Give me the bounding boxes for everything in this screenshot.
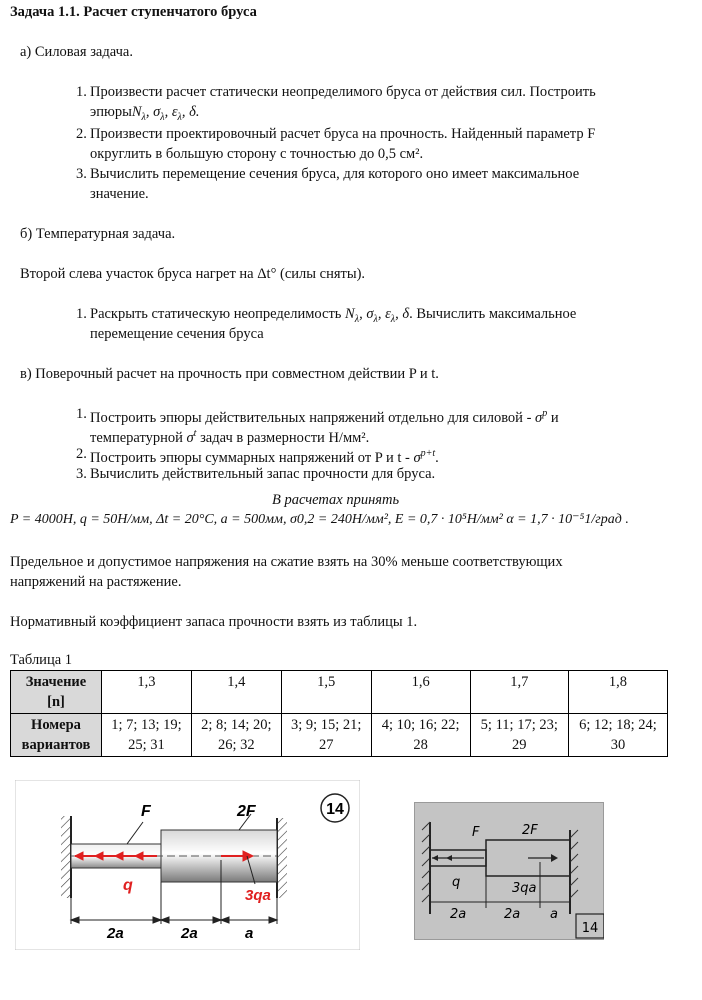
list-number: 2.	[76, 446, 87, 462]
header-line: вариантов	[21, 737, 91, 753]
list-item-text: и	[550, 409, 559, 426]
list-item-line: значение.	[90, 186, 149, 202]
table-cell: 1,8	[568, 671, 667, 714]
paragraph-compression: Предельное и допустимое напряжения на сжатие взять на 30% меньше соответствующих	[10, 554, 563, 570]
cell-line: 29	[512, 737, 527, 753]
table-cell	[568, 714, 667, 757]
list-number: 2.	[76, 126, 87, 142]
right-wall-hatch	[277, 818, 287, 898]
list-item: Вычислить перемещение сечения бруса, для которого оно имеет максимальное	[90, 166, 580, 182]
safety-factor-table	[10, 670, 668, 757]
sigma-t: $\sigma^t$	[186, 428, 197, 446]
table-header-cell	[11, 671, 102, 714]
sketch-label-3qa: 3qa	[512, 881, 537, 896]
table-cell	[191, 714, 281, 757]
cell-line: 28	[413, 737, 428, 753]
table-cell: 1,3	[102, 671, 192, 714]
table-cell: 1,6	[371, 671, 470, 714]
table-cell	[470, 714, 568, 757]
cell-line: 2; 8; 14; 20;	[201, 717, 272, 733]
table-cell	[371, 714, 470, 757]
list-item-text: .	[435, 449, 439, 466]
sketch-dim-2a-1: 2a	[450, 907, 467, 922]
table-caption: Таблица 1	[10, 652, 73, 668]
section-a-heading: а) Силовая задача.	[20, 44, 133, 60]
list-item-line: перемещение сечения бруса	[90, 326, 264, 342]
list-item-text: Раскрыть статическую неопределимость	[90, 306, 342, 322]
given-heading: В расчетах принять	[272, 492, 400, 508]
stepped-bar-diagram	[15, 780, 360, 950]
table-cell: 1,4	[191, 671, 281, 714]
sketch-variant: 14	[581, 921, 599, 936]
table-row	[11, 671, 668, 714]
list-item: Произвести расчет статически неопределимого бруса от действия сил. Построить	[90, 84, 596, 100]
cell-line: 4; 10; 16; 22;	[381, 717, 460, 733]
cell-line: 1; 7; 13; 19;	[111, 717, 182, 733]
cell-line: 6; 12; 18; 24;	[579, 717, 657, 733]
list-number: 1.	[76, 406, 87, 422]
table-cell	[102, 714, 192, 757]
list-number: 1.	[76, 306, 87, 322]
sketch-label-q: q	[452, 875, 461, 890]
header-line: Значение	[25, 674, 87, 690]
cell-line: 3; 9; 15; 21;	[290, 717, 362, 733]
formula-n: $N_\lambda$, $\sigma_\lambda$, $\varepsilon_\lambda$, δ.	[131, 104, 200, 123]
hand-sketch-photo	[414, 802, 604, 940]
page-title: Задача 1.1. Расчет ступенчатого бруса	[10, 4, 257, 20]
paragraph-coefficient: Нормативный коэффициент запаса прочности взять из таблицы 1.	[10, 614, 418, 630]
table-cell	[281, 714, 371, 757]
cell-line: 5; 11; 17; 23;	[480, 717, 558, 733]
cell-line: 26; 32	[217, 737, 255, 753]
list-item: Вычислить действительный запас прочности для бруса.	[90, 466, 436, 482]
list-item-text: эпюры	[90, 104, 132, 120]
dim-2a-2: 2a	[181, 925, 198, 942]
list-number: 3.	[76, 466, 87, 482]
header-line: [n]	[47, 694, 65, 710]
given-values: P = 4000H, q = 50H/мм, Δt = 20°C, a = 500мм, σ0,2 = 240H/мм², E = 0,7 · 10⁵H/мм² α = 1,7 · 10⁻⁵1/град .	[10, 512, 629, 527]
list-item-text: задач в размерности Н/мм².	[200, 429, 370, 446]
sketch-label-F: F	[472, 825, 480, 840]
list-item-text: . Вычислить максимальное	[409, 306, 577, 322]
list-item: Произвести проектировочный расчет бруса на прочность. Найденный параметр F	[90, 126, 596, 142]
table-row	[11, 714, 668, 757]
label-q: q	[123, 877, 133, 894]
label-F: F	[141, 803, 151, 820]
cell-line: 25; 31	[128, 737, 165, 753]
list-item-line: округлить в большую сторону с точностью до 0,5 см².	[90, 146, 424, 162]
sigma-p: $\sigma^p$	[535, 408, 548, 426]
section-b-paragraph: Второй слева участок бруса нагрет на Δt° (силы сняты).	[20, 266, 366, 282]
table-header-cell	[11, 714, 102, 757]
sigma-pt: $\sigma^{p+t}$	[413, 448, 436, 466]
paragraph-compression-line: напряжений на растяжение.	[10, 574, 182, 590]
dim-a: a	[245, 925, 254, 942]
list-number: 3.	[76, 166, 87, 182]
sketch-dim-a: a	[550, 907, 558, 922]
table-cell: 1,7	[470, 671, 568, 714]
sketch-dim-2a-2: 2a	[504, 907, 521, 922]
list-number: 1.	[76, 84, 87, 100]
list-item-text: Построить эпюры суммарных напряжений от P и t -	[90, 449, 410, 466]
formula-n: $N_\lambda$, $\sigma_\lambda$, $\varepsilon_\lambda$, δ	[345, 306, 410, 325]
list-item-text: Построить эпюры действительных напряжений отдельно для силовой -	[90, 409, 532, 426]
dim-2a-1: 2a	[107, 925, 124, 942]
section-b-heading: б) Температурная задача.	[20, 226, 176, 242]
cell-line: 30	[610, 737, 626, 753]
label-3qa: 3qa	[245, 887, 271, 904]
header-line: Номера	[31, 717, 81, 733]
label-2F: 2F	[237, 803, 256, 820]
list-item-text: температурной	[90, 429, 183, 446]
section-c-heading: в) Поверочный расчет на прочность при совместном действии P и t.	[20, 366, 439, 382]
table-cell: 1,5	[281, 671, 371, 714]
sketch-label-2F: 2F	[522, 823, 538, 838]
cell-line: 27	[318, 737, 334, 753]
left-wall-hatch	[61, 816, 71, 898]
variant-number: 14	[326, 801, 344, 818]
